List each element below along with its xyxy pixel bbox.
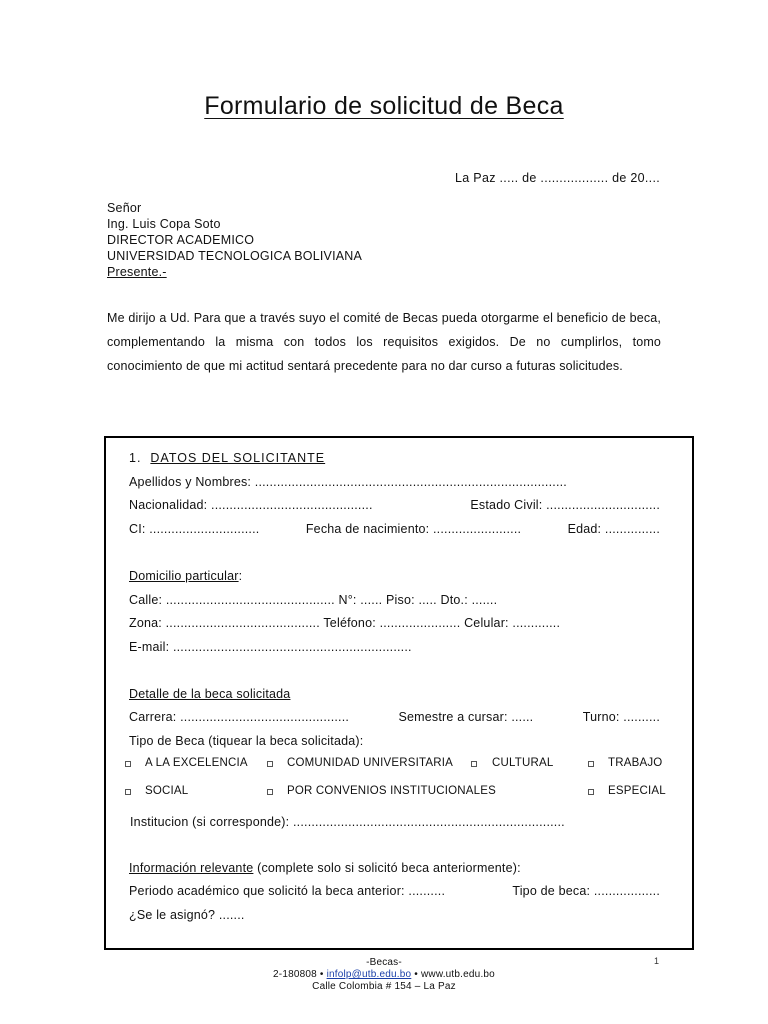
checkbox-excelencia[interactable] [125,761,131,767]
option-social: SOCIAL [145,785,189,797]
option-cultural: CULTURAL [492,757,554,769]
ci-row [129,522,660,536]
carrera-row [129,710,660,724]
checkbox-convenios[interactable] [267,789,273,795]
section-heading [129,451,325,465]
addressee-greeting: Señor [107,201,142,215]
turno-field[interactable]: Turno: .......... [582,710,660,724]
footer-label: -Becas- [366,957,402,968]
semestre-field[interactable]: Semestre a cursar: ...... [398,710,534,724]
ci-field[interactable]: CI: .............................. [129,522,260,536]
section-title: DATOS DEL SOLICITANTE [150,451,326,465]
periodo-row [129,884,660,898]
info-note: (complete solo si solicitó beca anteriormente): [253,861,521,875]
beca-heading: Detalle de la beca solicitada [129,687,291,701]
intro-paragraph: Me dirijo a Ud. Para que a través suyo el comité de Becas pueda otorgarme el beneficio de beca, complementando la misma con todos los requisitos exigidos. De no cumplirlos, tomo conocimiento de que mi actitud sentará precedente para no dar curso a futuras solicitudes. [107,311,661,373]
info-heading [129,861,521,875]
zona-row [129,616,560,630]
tipo-beca-label: Tipo de Beca (tiquear la beca solicitada): [129,734,364,748]
footer-bullet: • [319,969,324,980]
tipo-beca-anterior-field[interactable]: Tipo de beca: .................. [512,884,660,898]
checkbox-comunidad[interactable] [267,761,273,767]
domicilio-heading-colon: : [238,569,243,583]
piso-field[interactable]: Piso: ..... [385,593,437,607]
estado-civil-field[interactable]: Estado Civil: ............................... [470,498,660,512]
celular-field[interactable]: Celular: ............. [464,616,561,630]
addressee-presente: Presente.- [107,265,167,279]
section-number: 1. [129,451,142,465]
domicilio-heading-text: Domicilio particular [129,569,239,583]
option-trabajo: TRABAJO [608,757,663,769]
footer-website[interactable]: www.utb.edu.bo [420,969,495,980]
carrera-field[interactable]: Carrera: .............................................. [129,710,350,724]
addressee-institution: UNIVERSIDAD TECNOLOGICA BOLIVIANA [107,249,363,263]
checkbox-social[interactable] [125,789,131,795]
dto-field[interactable]: Dto.: ....... [440,593,498,607]
nacionalidad-field[interactable]: Nacionalidad: ............................................ [129,498,373,512]
page-title: Formulario de solicitud de Beca [204,92,564,120]
telefono-field[interactable]: Teléfono: ...................... [323,616,461,630]
edad-field[interactable]: Edad: ............... [567,522,660,536]
checkbox-trabajo[interactable] [588,761,594,767]
apellidos-field[interactable]: Apellidos y Nombres: ..................................................................................... [129,475,567,489]
periodo-field[interactable]: Periodo académico que solicitó la beca anterior: .......... [129,884,446,898]
addressee-position: DIRECTOR ACADEMICO [107,233,255,247]
addressee-name: Ing. Luis Copa Soto [107,217,221,231]
option-especial: ESPECIAL [608,785,666,797]
footer-bullet: • [414,969,418,980]
calle-field[interactable]: Calle: .............................................. [129,593,335,607]
footer-phone: 2-180808 [273,969,317,980]
info-heading-text: Información relevante [129,861,254,875]
footer-email-link[interactable]: infolp@utb.edu.bo [326,969,412,980]
calle-row [129,593,497,607]
date-line: La Paz ..... de .................. de 20.... [455,171,660,185]
fecha-nacimiento-field[interactable]: Fecha de nacimiento: ........................ [305,522,522,536]
option-excelencia: A LA EXCELENCIA [145,757,248,769]
option-comunidad: COMUNIDAD UNIVERSITARIA [287,757,454,769]
footer-contact [0,969,768,980]
page-number: 1 [654,956,660,966]
institucion-field[interactable]: Institucion (si corresponde): .......................................................................... [130,815,565,829]
checkbox-cultural[interactable] [471,761,477,767]
checkbox-especial[interactable] [588,789,594,795]
nacionalidad-row [129,498,660,512]
email-field[interactable]: E-mail: ................................................................. [129,640,412,654]
option-convenios: POR CONVENIOS INSTITUCIONALES [287,785,496,797]
asigno-field[interactable]: ¿Se le asignó? ....... [129,908,245,922]
numero-field[interactable]: N°: ...... [338,593,383,607]
footer-address: Calle Colombia # 154 – La Paz [312,981,456,992]
zona-field[interactable]: Zona: .......................................... [129,616,320,630]
domicilio-heading [129,569,242,583]
